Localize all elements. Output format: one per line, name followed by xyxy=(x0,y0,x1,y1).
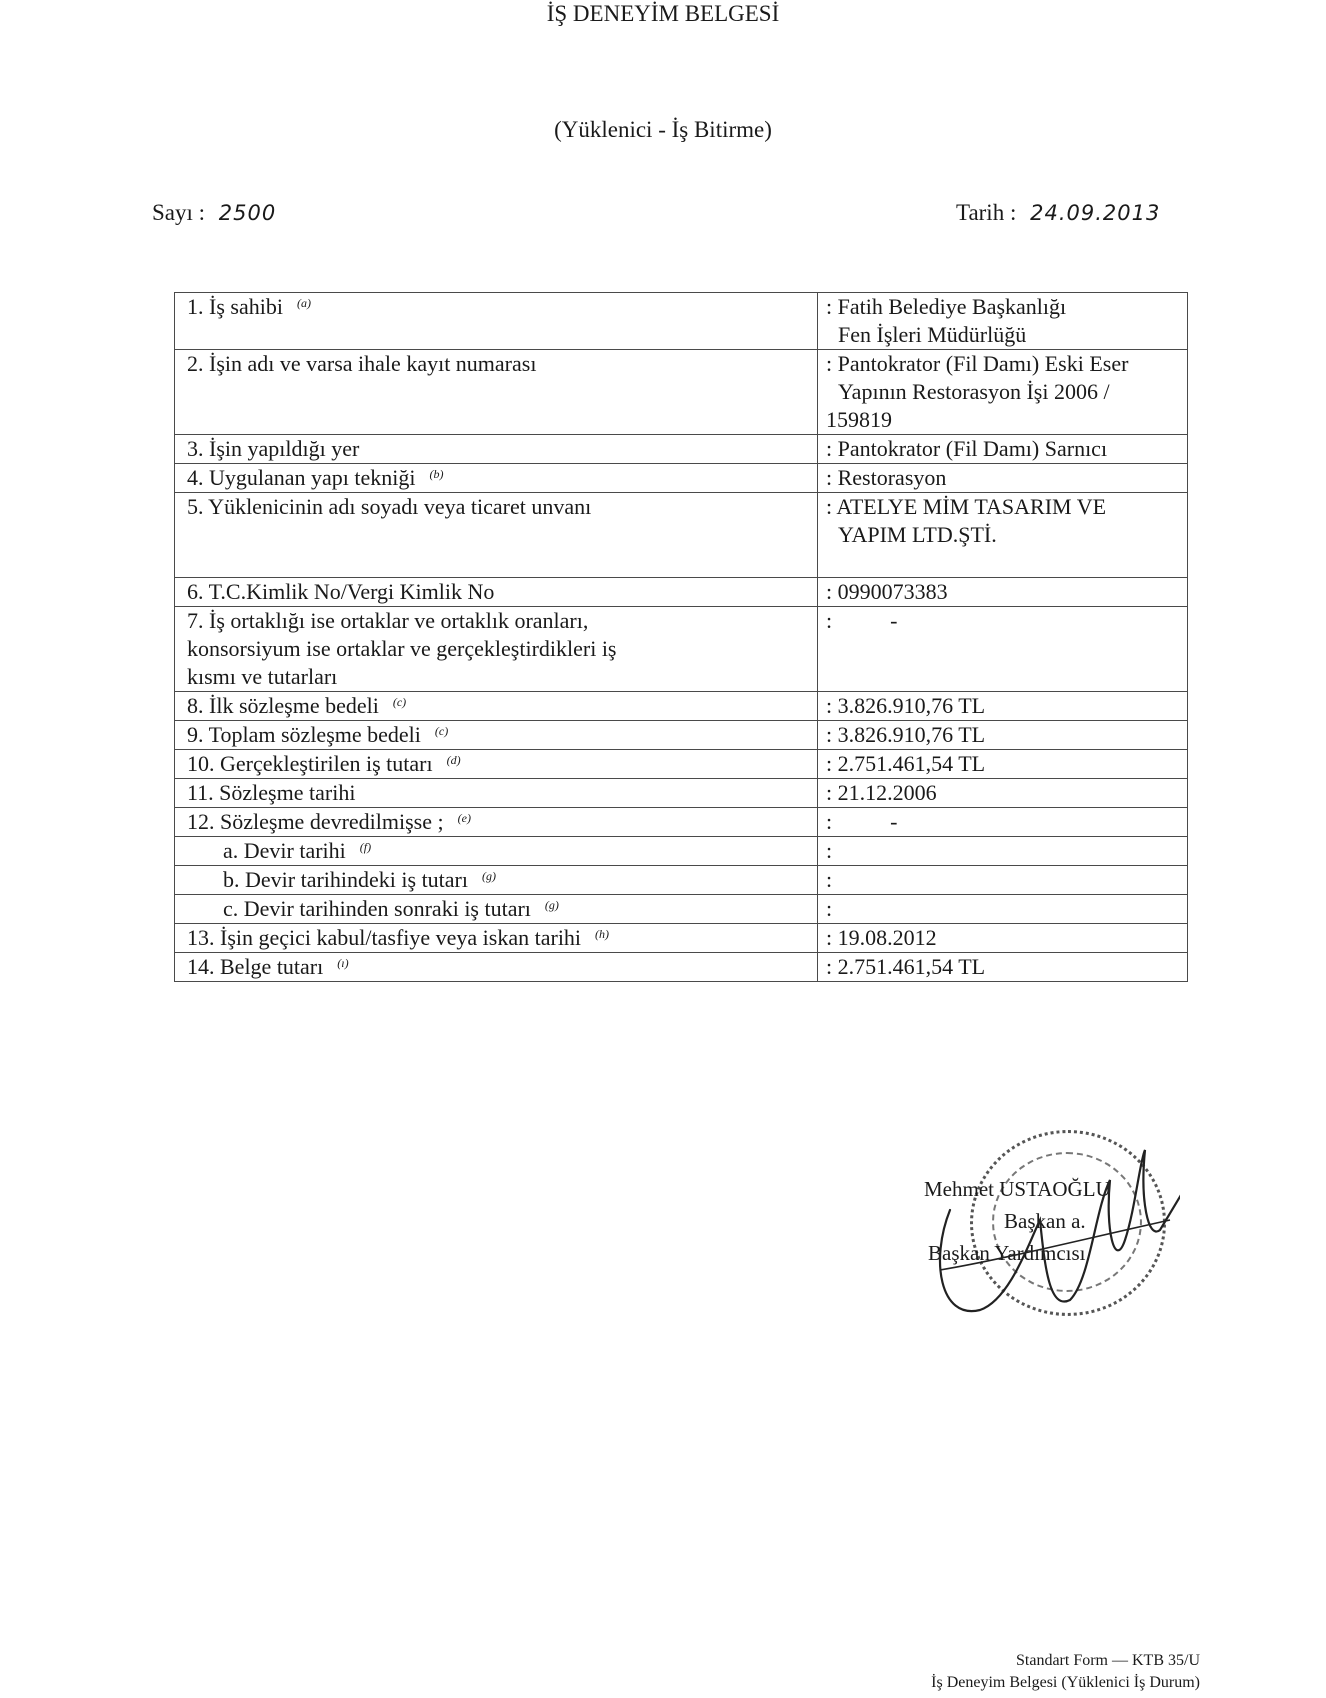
table-row xyxy=(175,435,1188,464)
signatory-name: Mehmet USTAOĞLU xyxy=(924,1177,1111,1201)
signature-block xyxy=(920,1120,1180,1340)
document-number xyxy=(152,200,276,226)
row-value: : xyxy=(818,866,1188,895)
footer-form-name: İş Deneyim Belgesi (Yüklenici İş Durum) xyxy=(931,1674,1200,1691)
row-value: : Fatih Belediye Başkanlığı Fen İşleri Müdürlüğü xyxy=(818,293,1188,350)
table-row xyxy=(175,607,1188,692)
table-row xyxy=(175,464,1188,493)
row-label: 14. Belge tutarı $^{(ı)}$ xyxy=(175,953,818,982)
table-row xyxy=(175,692,1188,721)
row-label: 11. Sözleşme tarihi xyxy=(175,779,818,808)
row-label: 1. İş sahibi $^{(a)}$ xyxy=(175,293,818,350)
table-row xyxy=(175,293,1188,350)
table-row xyxy=(175,837,1188,866)
row-value: : Restorasyon xyxy=(818,464,1188,493)
row-value: : Pantokrator (Fil Damı) Sarnıcı xyxy=(818,435,1188,464)
row-label: c. Devir tarihinden sonraki iş tutarı $^{(g)}$ xyxy=(175,895,818,924)
experience-form-table xyxy=(174,292,1188,982)
row-value: : Pantokrator (Fil Damı) Eski Eser Yapının Restorasyon İşi 2006 / 159819 xyxy=(818,350,1188,435)
document-date xyxy=(956,200,1160,226)
footnote-mark: (c) xyxy=(434,724,449,738)
row-value: : ATELYE MİM TASARIM VE YAPIM LTD.ŞTİ. xyxy=(818,493,1188,578)
row-label: 9. Toplam sözleşme bedeli $^{(c)}$ xyxy=(175,721,818,750)
table-row xyxy=(175,350,1188,435)
table-row xyxy=(175,721,1188,750)
row-value: : - xyxy=(818,607,1188,692)
row-label: 8. İlk sözleşme bedeli $^{(c)}$ xyxy=(175,692,818,721)
handwritten-signature-icon xyxy=(920,1120,1180,1340)
table-row xyxy=(175,808,1188,837)
sayi-label: Sayı : xyxy=(152,200,206,225)
signatory-title: Başkan a. xyxy=(1004,1209,1086,1233)
table-row xyxy=(175,953,1188,982)
row-value: : 21.12.2006 xyxy=(818,779,1188,808)
table-row xyxy=(175,924,1188,953)
tarih-value: 24.09.2013 xyxy=(1030,201,1161,225)
row-label: a. Devir tarihi $^{(f)}$ xyxy=(175,837,818,866)
row-value: : 19.08.2012 xyxy=(818,924,1188,953)
table-row xyxy=(175,866,1188,895)
row-label: 12. Sözleşme devredilmişse ; $^{(e)}$ xyxy=(175,808,818,837)
row-value: : - xyxy=(818,808,1188,837)
table-row xyxy=(175,493,1188,578)
row-value: : 2.751.461,54 TL xyxy=(818,953,1188,982)
table-row xyxy=(175,779,1188,808)
table-row xyxy=(175,895,1188,924)
footnote-mark: (f) xyxy=(359,840,372,854)
footnote-mark: (g) xyxy=(544,898,559,912)
row-label: 6. T.C.Kimlik No/Vergi Kimlik No xyxy=(175,578,818,607)
row-label: 7. İş ortaklığı ise ortaklar ve ortaklık oranları, konsorsiyum ise ortaklar ve gerçekleştirdikleri iş kısmı ve tutarları xyxy=(175,607,818,692)
footer-form-code: Standart Form — KTB 35/U xyxy=(1016,1652,1200,1669)
footnote-mark: (c) xyxy=(392,695,407,709)
footnote-mark: (b) xyxy=(429,467,444,481)
row-value: : 0990073383 xyxy=(818,578,1188,607)
row-label: 5. Yüklenicinin adı soyadı veya ticaret unvanı xyxy=(175,493,818,578)
footnote-mark: (d) xyxy=(446,753,461,767)
document-title: İŞ DENEYİM BELGESİ xyxy=(546,1,780,26)
row-label: 13. İşin geçici kabul/tasfiye veya iskan tarihi $^{(h)}$ xyxy=(175,924,818,953)
row-label: b. Devir tarihindeki iş tutarı $^{(g)}$ xyxy=(175,866,818,895)
footnote-mark: (e) xyxy=(457,811,471,825)
row-value: : xyxy=(818,895,1188,924)
table-row xyxy=(175,578,1188,607)
footnote-mark: (ı) xyxy=(337,956,349,970)
row-label: 3. İşin yapıldığı yer xyxy=(175,435,818,464)
row-value: : xyxy=(818,837,1188,866)
footnote-mark: (a) xyxy=(296,296,311,310)
row-label: 4. Uygulanan yapı tekniği $^{(b)}$ xyxy=(175,464,818,493)
table-row xyxy=(175,750,1188,779)
row-label: 2. İşin adı ve varsa ihale kayıt numarası xyxy=(175,350,818,435)
footnote-mark: (g) xyxy=(482,869,496,883)
tarih-label: Tarih : xyxy=(956,200,1017,225)
row-value: : 2.751.461,54 TL xyxy=(818,750,1188,779)
sayi-value: 2500 xyxy=(218,201,277,225)
row-label: 10. Gerçekleştirilen iş tutarı $^{(d)}$ xyxy=(175,750,818,779)
signatory-position: Başkan Yardımcısı xyxy=(928,1241,1086,1265)
row-value: : 3.826.910,76 TL xyxy=(818,692,1188,721)
footnote-mark: (h) xyxy=(595,927,610,941)
row-value: : 3.826.910,76 TL xyxy=(818,721,1188,750)
document-subtitle: (Yüklenici - İş Bitirme) xyxy=(554,117,772,142)
